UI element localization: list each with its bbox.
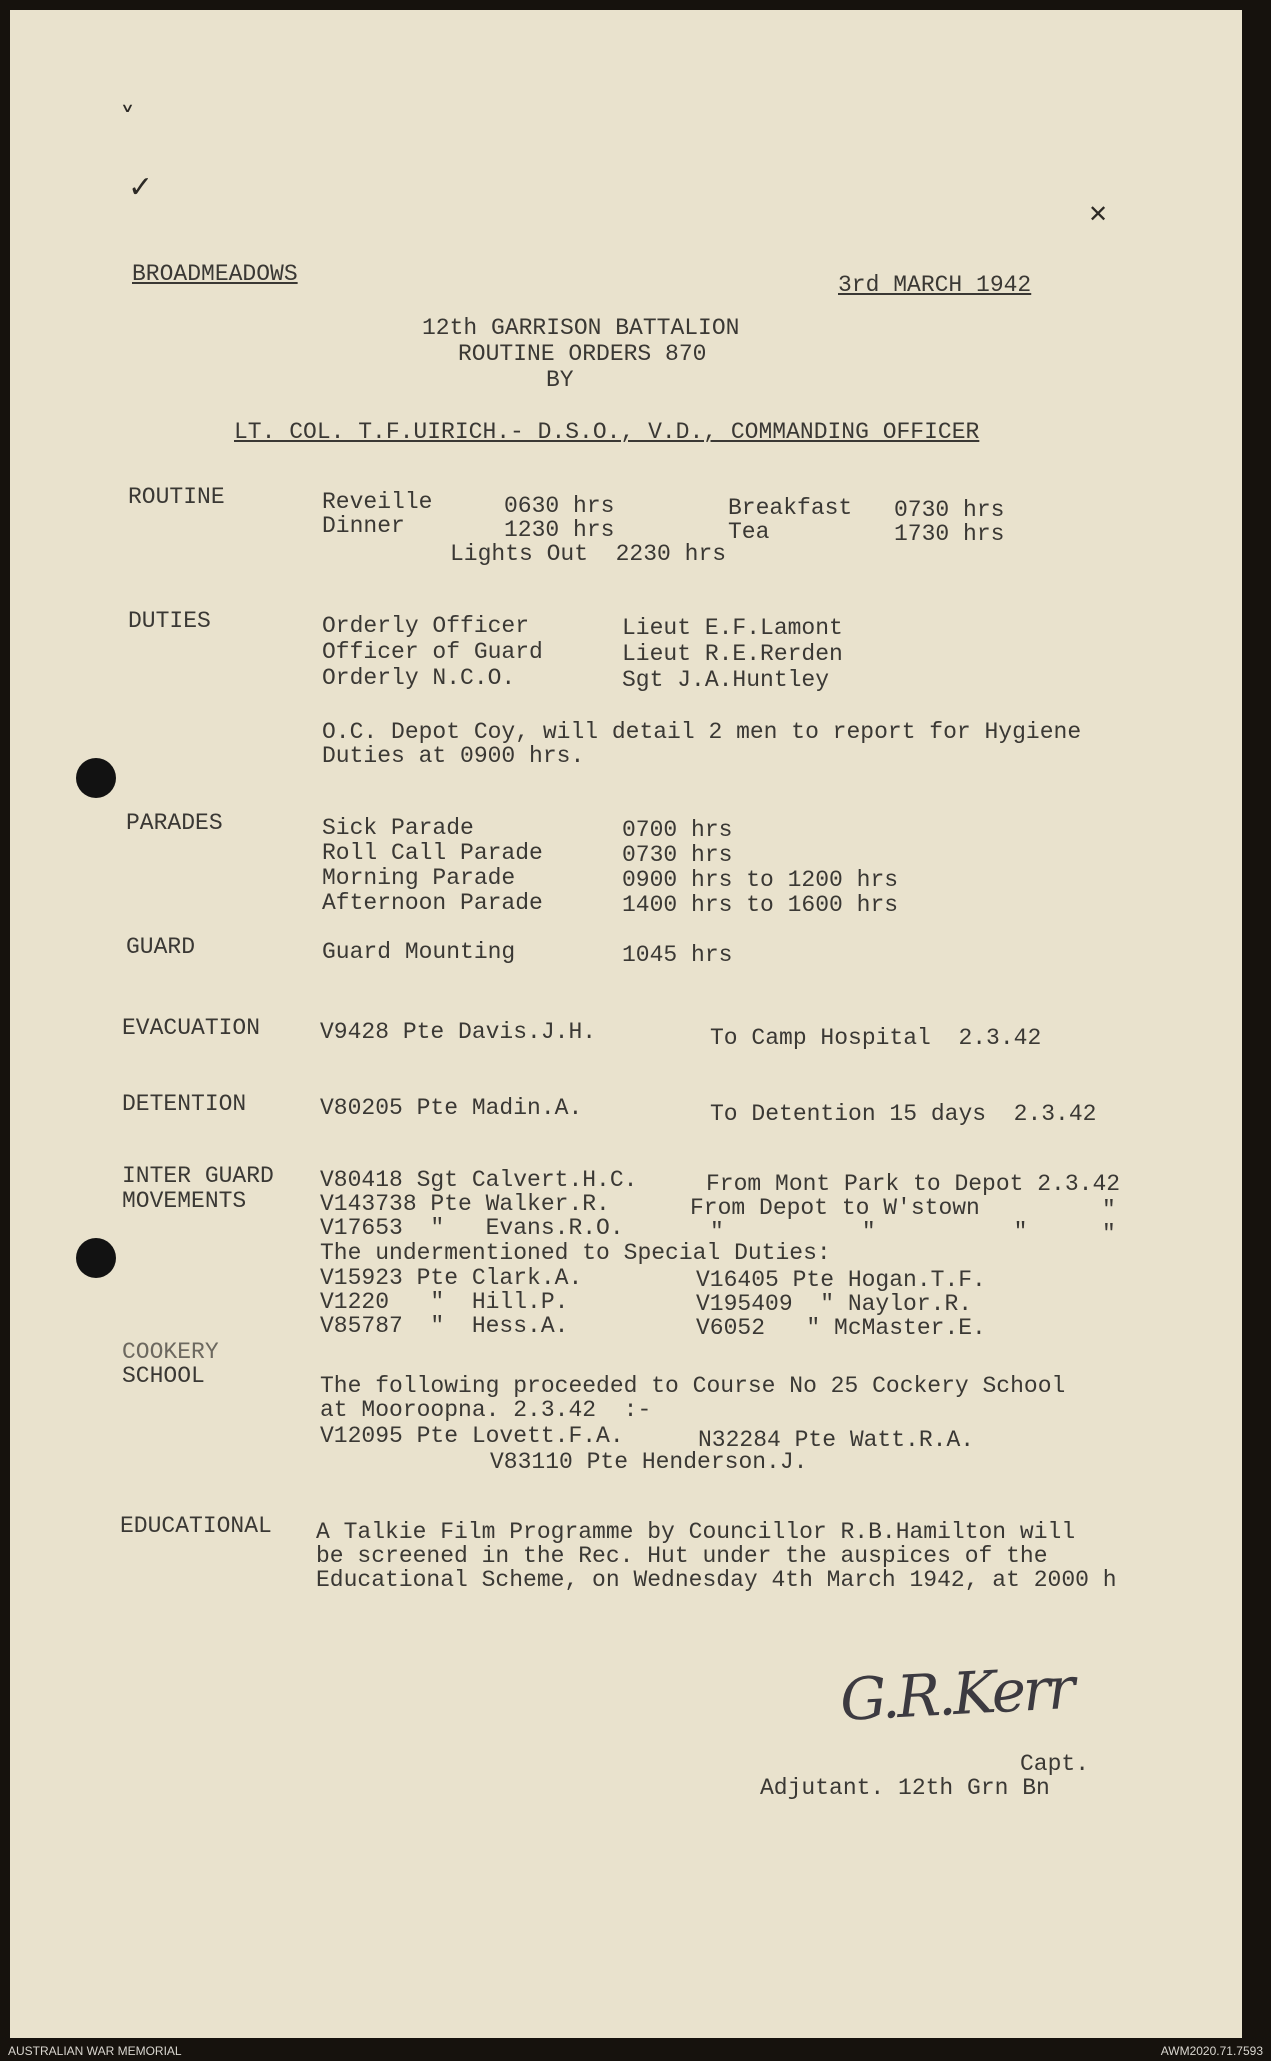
special-duty-member: V16405 Pte Hogan.T.F. [696, 1267, 986, 1293]
routine-time: 0730 hrs [894, 497, 1005, 523]
document-date: 3rd MARCH 1942 [838, 272, 1032, 298]
parade-name: Sick Parade [322, 815, 474, 841]
guard-time: 1045 hrs [622, 942, 733, 968]
parade-time: 0900 hrs to 1200 hrs [622, 867, 899, 893]
margin-tick-mark: ˅ [120, 102, 135, 137]
section-heading-cookery: COOKERY [122, 1339, 219, 1365]
section-heading-routine: ROUTINE [128, 484, 225, 510]
special-duty-member: V1220 " Hill.P. [320, 1289, 569, 1315]
routine-time: 1730 hrs [894, 521, 1005, 547]
evacuation-member: V9428 Pte Davis.J.H. [320, 1019, 597, 1045]
document-page [10, 10, 1242, 2038]
duty-name: Sgt J.A.Huntley [622, 667, 830, 693]
parade-name: Roll Call Parade [322, 840, 543, 866]
margin-tick-mark: ✓ [128, 170, 154, 205]
parade-name: Morning Parade [322, 865, 516, 891]
evacuation-detail: To Camp Hospital 2.3.42 [710, 1025, 1042, 1051]
special-duties-intro: The undermentioned to Special Duties: [320, 1240, 831, 1266]
detention-detail: To Detention 15 days 2.3.42 [710, 1101, 1097, 1127]
ditto-mark: " [1102, 1197, 1116, 1223]
punch-hole [76, 758, 116, 798]
parade-name: Afternoon Parade [322, 890, 543, 916]
duty-name: Lieut E.F.Lamont [622, 615, 843, 641]
cookery-text: at Mooroopna. 2.3.42 :- [320, 1397, 652, 1423]
cookery-member: V83110 Pte Henderson.J. [490, 1449, 808, 1475]
movement-member: V17653 " Evans.R.O. [320, 1215, 624, 1241]
section-heading-parades: PARADES [126, 810, 223, 836]
routine-label: Dinner [322, 513, 405, 539]
duty-note: O.C. Depot Coy, will detail 2 men to report for Hygiene [322, 719, 1082, 745]
cookery-member: N32284 Pte Watt.R.A. [698, 1427, 975, 1453]
location: BROADMEADOWS [132, 261, 298, 287]
duty-role: Officer of Guard [322, 639, 543, 665]
orders-title: ROUTINE ORDERS 870 [458, 341, 707, 367]
cookery-member: V12095 Pte Lovett.F.A. [320, 1423, 624, 1449]
signatory-rank: Capt. [1020, 1751, 1090, 1777]
duty-name: Lieut R.E.Rerden [622, 641, 843, 667]
movement-member: V80418 Sgt Calvert.H.C. [320, 1167, 638, 1193]
ditto-mark: " " " [710, 1219, 1028, 1245]
special-duty-member: V195409 " Naylor.R. [696, 1291, 973, 1317]
routine-label: Breakfast [728, 495, 853, 521]
special-duty-member: V15923 Pte Clark.A. [320, 1265, 583, 1291]
special-duty-member: V85787 " Hess.A. [320, 1313, 569, 1339]
footer-archive: AUSTRALIAN WAR MEMORIAL [8, 2044, 182, 2058]
punch-hole [76, 1238, 116, 1278]
commanding-officer: LT. COL. T.F.UIRICH.- D.S.O., V.D., COMMANDING OFFICER [234, 419, 980, 445]
signatory-title: Adjutant. 12th Grn Bn [760, 1775, 1050, 1801]
ditto-mark: " [1102, 1221, 1116, 1247]
parade-time: 0700 hrs [622, 817, 733, 843]
movement-detail: From Mont Park to Depot 2.3.42 [706, 1171, 1121, 1197]
duty-role: Orderly N.C.O. [322, 665, 516, 691]
routine-label: Tea [728, 519, 770, 545]
section-heading-duties: DUTIES [128, 608, 211, 634]
duty-note: Duties at 0900 hrs. [322, 743, 585, 769]
section-heading-movements: MOVEMENTS [122, 1188, 247, 1214]
unit-name: 12th GARRISON BATTALION [422, 315, 740, 341]
lights-out: Lights Out 2230 hrs [450, 541, 727, 567]
special-duty-member: V6052 " McMaster.E. [696, 1315, 986, 1341]
staple-mark: ✕ [1088, 200, 1109, 228]
routine-label: Reveille [322, 489, 433, 515]
footer-reference: AWM2020.71.7593 [1160, 2044, 1263, 2058]
section-heading-detention: DETENTION [122, 1091, 247, 1117]
educational-text: A Talkie Film Programme by Councillor R.B.Hamilton will [316, 1519, 1076, 1545]
section-heading-movements: INTER GUARD [122, 1163, 274, 1189]
orders-by: BY [546, 367, 574, 393]
parade-time: 0730 hrs [622, 842, 733, 868]
routine-time: 1230 hrs [504, 517, 615, 543]
routine-time: 0630 hrs [504, 493, 615, 519]
section-heading-evacuation: EVACUATION [122, 1015, 261, 1041]
section-heading-educational: EDUCATIONAL [120, 1513, 272, 1539]
parade-time: 1400 hrs to 1600 hrs [622, 892, 899, 918]
movement-member: V143738 Pte Walker.R. [320, 1191, 610, 1217]
cookery-text: The following proceeded to Course No 25 Cockery School [320, 1373, 1066, 1399]
educational-text: be screened in the Rec. Hut under the auspices of the [316, 1543, 1048, 1569]
guard-label: Guard Mounting [322, 939, 516, 965]
movement-detail: From Depot to W'stown [690, 1195, 980, 1221]
handwritten-signature: G.R.Kerr [838, 1653, 1074, 1735]
detention-member: V80205 Pte Madin.A. [320, 1095, 583, 1121]
duty-role: Orderly Officer [322, 613, 530, 639]
section-heading-cookery: SCHOOL [122, 1363, 205, 1389]
educational-text: Educational Scheme, on Wednesday 4th March 1942, at 2000 h [316, 1567, 1117, 1593]
section-heading-guard: GUARD [126, 934, 196, 960]
